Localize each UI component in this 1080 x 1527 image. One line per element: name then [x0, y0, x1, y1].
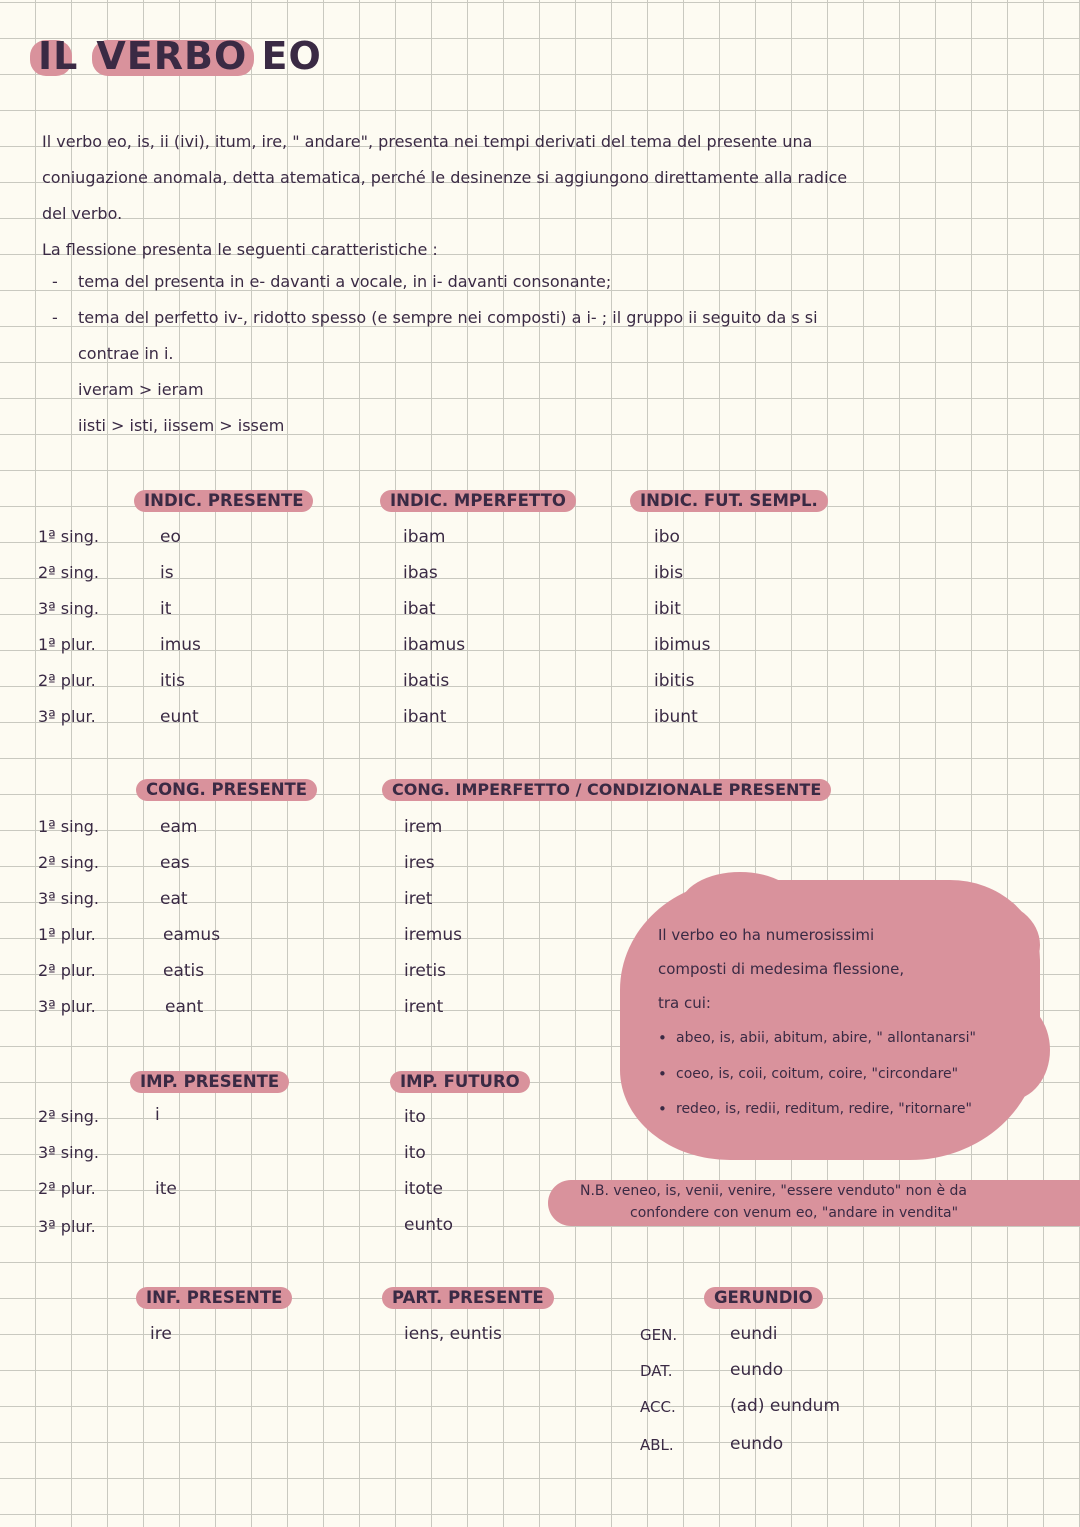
imp-presente-form: ite	[155, 1179, 177, 1199]
title-word-1: IL	[38, 34, 79, 78]
cloud-bump	[970, 1000, 1050, 1100]
imp-futuro-form: eunto	[404, 1215, 454, 1235]
cloud-line: tra cui:	[658, 994, 711, 1012]
indic-imperfetto-form: ibant	[403, 707, 447, 727]
person-label: 3ª plur.	[38, 707, 96, 726]
cong-imperfetto-form: irem	[404, 817, 443, 837]
indic-imperfetto-form: ibamus	[403, 635, 466, 655]
characteristic-item: tema del perfetto iv-, ridotto spesso (e sempre nei composti) a i- ; il gruppo ii seguito da s si	[78, 308, 818, 327]
title-word-2: VERBO EO	[96, 34, 322, 78]
heading-inf-presente: INF. PRESENTE	[136, 1287, 292, 1309]
person-label: 3ª sing.	[38, 599, 99, 618]
person-label: 3ª sing.	[38, 1143, 99, 1162]
intro-line: La flessione presenta le seguenti caratteristiche :	[42, 240, 438, 259]
heading-cong-presente: CONG. PRESENTE	[136, 779, 317, 801]
inf-presente-form: ire	[150, 1324, 172, 1344]
person-label: 1ª sing.	[38, 817, 99, 836]
person-label: 3ª sing.	[38, 889, 99, 908]
cloud-bump	[930, 900, 1040, 990]
imp-futuro-form: ito	[404, 1143, 426, 1163]
intro-line: Il verbo eo, is, ii (ivi), itum, ire, " andare", presenta nei tempi derivati del tema del presente una	[42, 132, 813, 151]
page-title	[38, 34, 340, 78]
case-label: ACC.	[640, 1398, 676, 1416]
heading-part-presente: PART. PRESENTE	[382, 1287, 554, 1309]
cong-presente-form: eam	[160, 817, 198, 837]
nb-line: confondere con venum eo, "andare in vendita"	[630, 1205, 959, 1221]
gerundio-form: eundo	[730, 1360, 784, 1380]
continuation-line: contrae in i.	[78, 344, 174, 363]
indic-presente-form: it	[160, 599, 172, 619]
continuation-line: iisti > isti, iissem > issem	[78, 416, 285, 435]
cloud-line: composti di medesima flessione,	[658, 960, 905, 978]
nb-line: N.B. veneo, is, venii, venire, "essere venduto" non è da	[580, 1183, 967, 1199]
indic-futuro-form: ibit	[654, 599, 681, 619]
cong-presente-form: eamus	[163, 925, 221, 945]
case-label: DAT.	[640, 1362, 673, 1380]
gerundio-form: (ad) eundum	[730, 1396, 841, 1416]
person-label: 2ª sing.	[38, 853, 99, 872]
gerundio-form: eundi	[730, 1324, 778, 1344]
cloud-item: coeo, is, coii, coitum, coire, "circondare"	[676, 1066, 959, 1082]
heading-imp-futuro: IMP. FUTURO	[390, 1071, 530, 1093]
dash-bullet: -	[52, 272, 58, 291]
person-label: 2ª plur.	[38, 671, 96, 690]
indic-presente-form: eunt	[160, 707, 199, 727]
person-label: 3ª plur.	[38, 997, 96, 1016]
person-label: 1ª plur.	[38, 635, 96, 654]
intro-line: del verbo.	[42, 204, 123, 223]
cloud-bullet: •	[658, 1100, 667, 1118]
cong-imperfetto-form: iremus	[404, 925, 462, 945]
cloud-line: Il verbo eo ha numerosissimi	[658, 926, 875, 944]
indic-imperfetto-form: ibas	[403, 563, 438, 583]
heading-imp-presente: IMP. PRESENTE	[130, 1071, 289, 1093]
indic-futuro-form: ibunt	[654, 707, 698, 727]
cloud-item: abeo, is, abii, abitum, abire, " allontanarsi"	[676, 1030, 976, 1046]
cloud-bullet: •	[658, 1029, 667, 1047]
cong-presente-form: eat	[160, 889, 188, 909]
heading-cong-imperfetto: CONG. IMPERFETTO / CONDIZIONALE PRESENTE	[382, 779, 831, 801]
heading-indic-futuro: INDIC. FUT. SEMPL.	[630, 490, 828, 512]
person-label: 1ª plur.	[38, 925, 96, 944]
cong-imperfetto-form: iretis	[404, 961, 447, 981]
cloud-bullet: •	[658, 1065, 667, 1083]
heading-gerundio: GERUNDIO	[704, 1287, 823, 1309]
cong-presente-form: eant	[165, 997, 204, 1017]
imp-futuro-form: ito	[404, 1107, 426, 1127]
person-label: 2ª plur.	[38, 1179, 96, 1198]
continuation-line: iveram > ieram	[78, 380, 204, 399]
case-label: GEN.	[640, 1326, 678, 1344]
indic-futuro-form: ibo	[654, 527, 680, 547]
imp-presente-form: i	[155, 1105, 160, 1125]
indic-futuro-form: ibimus	[654, 635, 711, 655]
intro-line: coniugazione anomala, detta atematica, perché le desinenze si aggiungono direttamente alla radice	[42, 168, 848, 187]
case-label: ABL.	[640, 1436, 674, 1454]
indic-futuro-form: ibitis	[654, 671, 695, 691]
characteristic-item: tema del presenta in e- davanti a vocale, in i- davanti consonante;	[78, 272, 612, 291]
indic-presente-form: eo	[160, 527, 181, 547]
person-label: 2ª plur.	[38, 961, 96, 980]
indic-presente-form: is	[160, 563, 174, 583]
cong-presente-form: eatis	[163, 961, 205, 981]
dash-bullet: -	[52, 308, 58, 327]
indic-presente-form: imus	[160, 635, 201, 655]
person-label: 1ª sing.	[38, 527, 99, 546]
part-presente-form: iens, euntis	[404, 1324, 502, 1344]
person-label: 2ª sing.	[38, 1107, 99, 1126]
cong-imperfetto-form: irent	[404, 997, 444, 1017]
person-label: 2ª sing.	[38, 563, 99, 582]
gerundio-form: eundo	[730, 1434, 784, 1454]
imp-futuro-form: itote	[404, 1179, 443, 1199]
cong-presente-form: eas	[160, 853, 190, 873]
person-label: 3ª plur.	[38, 1217, 96, 1236]
indic-presente-form: itis	[160, 671, 185, 691]
intro-paragraph	[42, 124, 1032, 268]
heading-indic-imperfetto: INDIC. MPERFETTO	[380, 490, 576, 512]
cloud-item: redeo, is, redii, reditum, redire, "ritornare"	[676, 1101, 972, 1117]
indic-imperfetto-form: ibatis	[403, 671, 450, 691]
heading-indic-presente: INDIC. PRESENTE	[134, 490, 313, 512]
indic-imperfetto-form: ibat	[403, 599, 436, 619]
indic-futuro-form: ibis	[654, 563, 684, 583]
cong-imperfetto-form: ires	[404, 853, 435, 873]
cong-imperfetto-form: iret	[404, 889, 433, 909]
indic-imperfetto-form: ibam	[403, 527, 446, 547]
